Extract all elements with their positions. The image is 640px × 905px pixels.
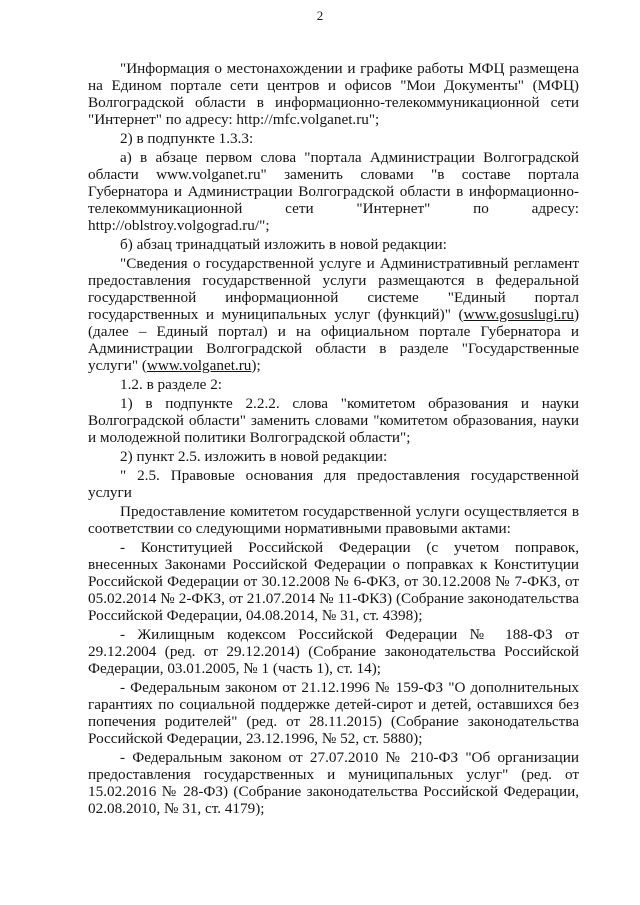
service-info-text-middle: ) (далее – Единый портал) и на официальном портале Губернатора и Администрации Волгоградской области в разделе "Государственные услуги" ( (88, 306, 579, 374)
paragraph-item-2-5: 2) пункт 2.5. изложить в новой редакции: (120, 448, 388, 465)
paragraph-housing-code: - Жилищным кодексом Российской Федерации № 188-ФЗ от 29.12.2004 (ред. от 29.12.2014) (Собрание законодательства Российской Федерации, 03.01.2005, № 1 (часть 1), ст. 14); (88, 626, 579, 677)
page-number: 2 (316, 8, 324, 23)
paragraph-subitem-1-3-3: 2) в подпункте 1.3.3: (120, 130, 254, 147)
document-body (88, 60, 579, 817)
gosuslugi-link[interactable]: www.gosuslugi.ru (463, 306, 574, 323)
paragraph-subitem-2-2-2: 1) в подпункте 2.2.2. слова "комитетом образования и науки Волгоградской области" заменить словами "комитетом образования, науки и молодежной политики Волгоградской области"; (88, 395, 579, 446)
service-info-text-end: ); (251, 357, 261, 374)
paragraph-b-thirteenth-abzac: б) абзац тринадцатый изложить в новой редакции: (120, 236, 447, 253)
paragraph-law-210: - Федеральным законом от 27.07.2010 № 210-ФЗ "Об организации предоставления государственных и муниципальных услуг" (ред. от 15.02.2016 № 28-ФЗ) (Собрание законодательства Российской Федерации, 02.08.2010, № 31, ст. 4179); (88, 749, 579, 817)
paragraph-constitution: - Конституцией Российской Федерации (с учетом поправок, внесенных Законами Российской Федерации о поправках к Конституции Российской Федерации от 30.12.2008 № 6-ФКЗ, от 30.12.2008 № 7-ФКЗ, от 05.02.2014 № 2-ФКЗ, от 21.07.2014 № 11-ФКЗ) (Собрание законодательства Российской Федерации, 04.08.2014, № 31, ст. 4398); (88, 539, 579, 624)
paragraph-a-first-abzac: а) в абзаце первом слова "портала Администрации Волгоградской области www.volganet.ru" заменить словами "в составе портала Губернатора и Администрации Волгоградской области в информационно-телекоммуникационной сети "Интернет" по адресу: http://oblstroy.volgograd.ru/"; (88, 149, 579, 234)
paragraph-legal-basis-heading: " 2.5. Правовые основания для предоставления государственной услуги (88, 467, 579, 501)
paragraph-mfc-info: "Информация о местонахождении и графике работы МФЦ размещена на Едином портале сети центров и офисов "Мои Документы" (МФЦ) Волгоградской области в информационно-телекоммуникационной сети "Интернет" по адресу: http://mfc.volganet.ru"; (88, 60, 579, 128)
paragraph-section-2: 1.2. в разделе 2: (120, 376, 223, 393)
paragraph-law-159: - Федеральным законом от 21.12.1996 № 159-ФЗ "О дополнительных гарантиях по социальной поддержке детей-сирот и детей, оставшихся без попечения родителей" (ред. от 28.11.2015) (Собрание законодательства Российской Федерации, 23.12.1996, № 52, ст. 5880); (88, 679, 579, 747)
service-info-text-start: "Сведения о государственной услуге и Административный регламент предоставления государственной услуги размещаются в федеральной государственной информационной системе "Единый портал государственных и муниципальных услуг (функций)" ( (88, 255, 579, 323)
paragraph-service-info (88, 255, 579, 374)
volganet-link[interactable]: www.volganet.ru (146, 357, 252, 374)
paragraph-legal-acts-intro: Предоставление комитетом государственной услуги осуществляется в соответствии со следующими нормативными правовыми актами: (88, 503, 579, 537)
